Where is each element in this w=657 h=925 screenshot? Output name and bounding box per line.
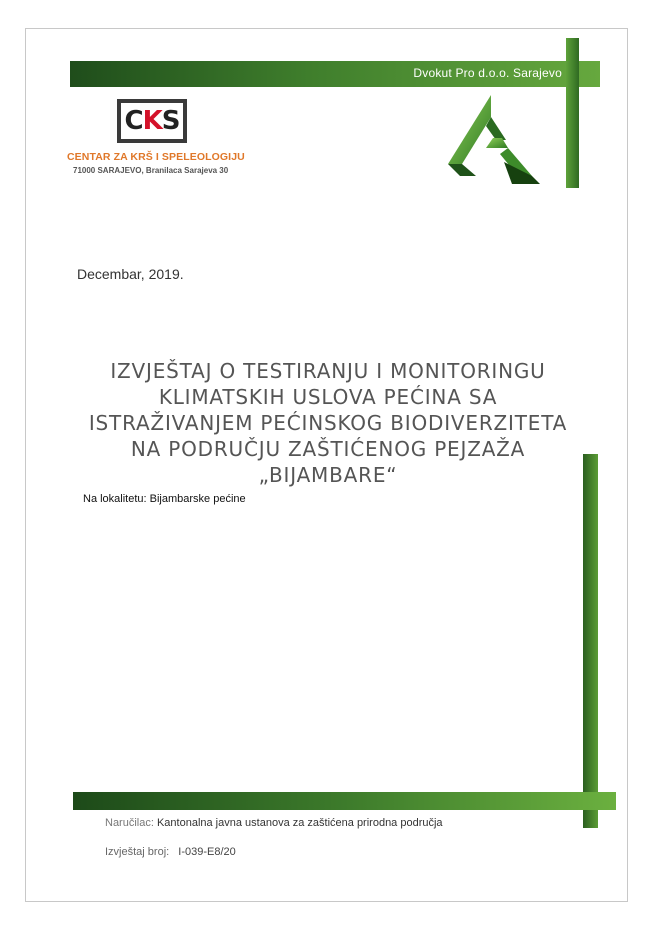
client-value: Kantonalna javna ustanova za zaštićena prirodna područja: [156, 817, 443, 829]
header-vertical-bar: [566, 38, 579, 188]
company-name: Dvokut Pro d.o.o. Sarajevo: [413, 66, 562, 80]
header-bar: [70, 61, 600, 87]
triangle-logo-icon: [446, 92, 546, 192]
title-line: KLIMATSKIH USLOVA PEĆINA SA: [158, 385, 498, 409]
location-text: Na lokalitetu: Bijambarske pećine: [83, 493, 246, 505]
title-line: ISTRAŽIVANJEM PEĆINSKOG BIODIVERZITETA: [88, 411, 568, 435]
report-title: [70, 358, 586, 488]
cks-logo-text: CKS: [124, 106, 180, 136]
title-line: NA PODRUČJU ZAŠTIĆENOG PEJZAŽA: [130, 437, 526, 461]
client-line: [105, 817, 443, 829]
report-number-line: [105, 846, 236, 858]
title-line: IZVJEŠTAJ O TESTIRANJU I MONITORINGU: [110, 359, 546, 383]
footer-vertical-bar: [583, 454, 598, 828]
cks-logo: [117, 99, 187, 143]
report-number-value: I-039-E8/20: [178, 846, 236, 858]
title-line: „BIJAMBARE“: [258, 463, 398, 487]
org-address: 71000 SARAJEVO, Branilaca Sarajeva 30: [73, 166, 229, 175]
org-name: CENTAR ZA KRŠ I SPELEOLOGIJU: [67, 151, 245, 163]
report-number-label: Izvještaj broj:: [105, 846, 170, 858]
client-label: Naručilac:: [105, 817, 154, 829]
footer-bar: [73, 792, 616, 810]
report-date: Decembar, 2019.: [77, 266, 184, 282]
